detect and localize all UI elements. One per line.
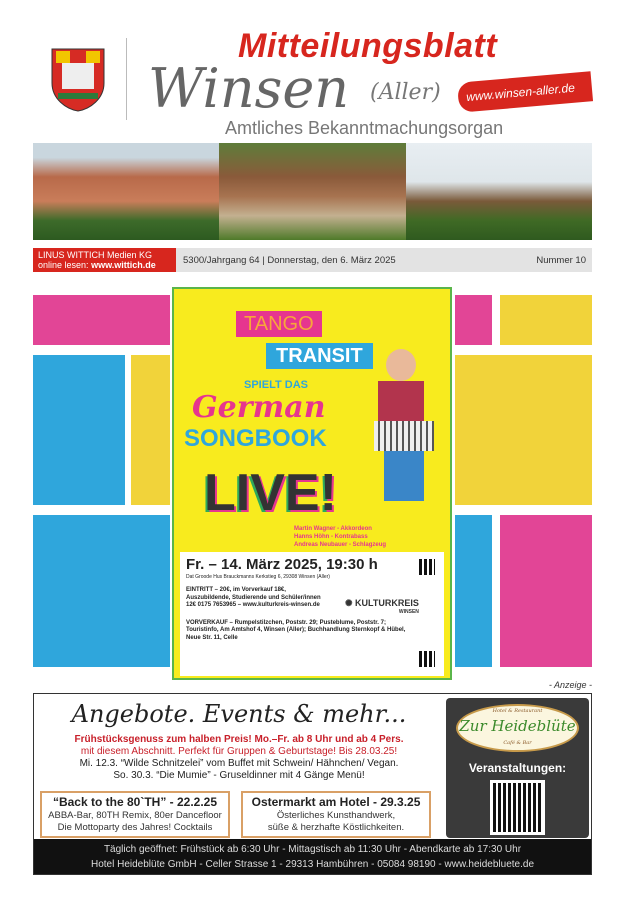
ad-offer-line: Frühstücksgenuss zum halben Preis! Mo.–Fr. ab 8 Uhr und ab 4 Pers.: [74, 734, 404, 745]
qr-code[interactable]: [490, 780, 545, 835]
divider: [126, 38, 127, 120]
concert-date: Fr. – 14. März 2025, 19:30 h: [186, 556, 378, 573]
town-photo-strip: [33, 143, 592, 240]
musician: Hanns Höhn - Kontrabass: [294, 534, 368, 540]
presale-info: VORVERKAUF – Rumpelstilzchen, Poststr. 29; Pusteblume, Poststr. 7; Touristinfo, Am Amtshof 4, Winsen (Aller); Buchhandlung Sternkopf & Hübel, Neue Str. 11, Celle: [186, 619, 406, 641]
deco-block: [33, 515, 170, 667]
musician: Andreas Neubauer - Schlagzeug: [294, 542, 387, 548]
online-link[interactable]: www.wittich.de: [91, 260, 156, 270]
deco-block: [33, 295, 170, 345]
masthead-subtitle: Amtliches Bekanntmachungsorgan: [225, 118, 504, 138]
hotel-panel: [446, 698, 589, 838]
poster-band-2: TRANSIT: [266, 343, 373, 369]
masthead-title: Mitteilungsblatt: [238, 27, 498, 65]
hotel-logo: Hotel & Restaurant Zur Heideblüte Café & Bar: [456, 704, 579, 752]
publisher-box: [33, 248, 176, 272]
coat-of-arms: [48, 45, 108, 113]
deco-block: [33, 355, 125, 505]
website-tag[interactable]: www.winsen-aller.de: [457, 71, 593, 113]
poster-live: LIVE!: [204, 464, 337, 522]
poster-info-box: [180, 552, 444, 676]
events-label: Veranstaltungen:: [468, 761, 567, 775]
hotel-advertisement: [33, 693, 592, 875]
poster-songbook: SONGBOOK: [184, 425, 327, 452]
issue-info-bar: [33, 248, 592, 272]
concert-venue: Dat Groode Hus Brauckmanns Kerkstieg 6, 29308 Winsen (Aller): [186, 574, 330, 580]
masthead-town: Winsen: [148, 57, 350, 120]
concert-poster: [172, 287, 452, 680]
opening-hours: Täglich geöffnet: Frühstück ab 6:30 Uhr - Mittagstisch ab 11:30 Uhr - Abendkarte ab 17:30 Uhr: [103, 844, 522, 855]
photo-timber-house: [219, 143, 405, 240]
publisher-name: LINUS WITTICH Medien KG: [38, 250, 153, 260]
deco-block: [500, 295, 592, 345]
issue-date: 5300/Jahrgang 64 | Donnerstag, den 6. März 2025: [183, 255, 396, 266]
qr-code[interactable]: [416, 556, 438, 578]
accordion-boy-image: [374, 329, 434, 549]
poster-band-1: TANGO: [236, 311, 322, 337]
qr-code[interactable]: [416, 648, 438, 670]
poster-german: German: [192, 390, 326, 425]
photo-manor: [33, 143, 219, 240]
deco-block: [455, 515, 492, 667]
kulturkreis-logo: ✺ KULTURKREIS WINSEN: [345, 598, 419, 615]
ticket-info: EINTRITT – 20€, im Vorverkauf 18€, Auszubildende, Studierende und Schüler/innen 12€ 0175 7653965 – www.kulturkreis-winsen.de: [186, 587, 321, 608]
photo-windmill: [406, 143, 592, 240]
ad-event-line: Mi. 12.3. “Wilde Schnitzelei” vom Buffet mit Schwein/ Hähnchen/ Vegan.: [79, 758, 399, 769]
poster-spielt: SPIELT DAS: [244, 379, 308, 391]
ad-headline: Angebote. Events & mehr...: [71, 700, 407, 728]
deco-block: [455, 355, 592, 505]
musician: Martin Wagner - Akkordeon: [294, 526, 372, 532]
hotel-contact: Hotel Heideblüte GmbH - Celler Strasse 1 - 29313 Hambühren - 05084 98190 - www.heidebluete.de: [90, 859, 535, 870]
event-box-80s: “Back to the 80`TH” - 22.2.25 ABBA-Bar, 80TH Remix, 80er Dancefloor Die Mottoparty des Jahres! Cocktails: [40, 791, 230, 838]
ad-label: - Anzeige -: [548, 680, 592, 690]
ad-event-line: So. 30.3. “Die Mumie” - Gruseldinner mit 4 Gänge Menü!: [113, 770, 365, 781]
ad-footer: [34, 839, 591, 874]
deco-block: [500, 515, 592, 667]
online-label: online lesen:: [38, 260, 89, 270]
deco-block: [455, 295, 492, 345]
deco-block: [131, 355, 170, 505]
ad-offer-line: mit diesem Abschnitt. Perfekt für Gruppen & Geburtstage! Bis 28.03.25!: [80, 746, 398, 757]
issue-number: Nummer 10: [536, 255, 586, 266]
event-box-ostermarkt: Ostermarkt am Hotel - 29.3.25 Österliches Kunsthandwerk, süße & herzhafte Köstlichkeiten.: [241, 791, 431, 838]
masthead-town-suffix: (Aller): [370, 80, 441, 105]
